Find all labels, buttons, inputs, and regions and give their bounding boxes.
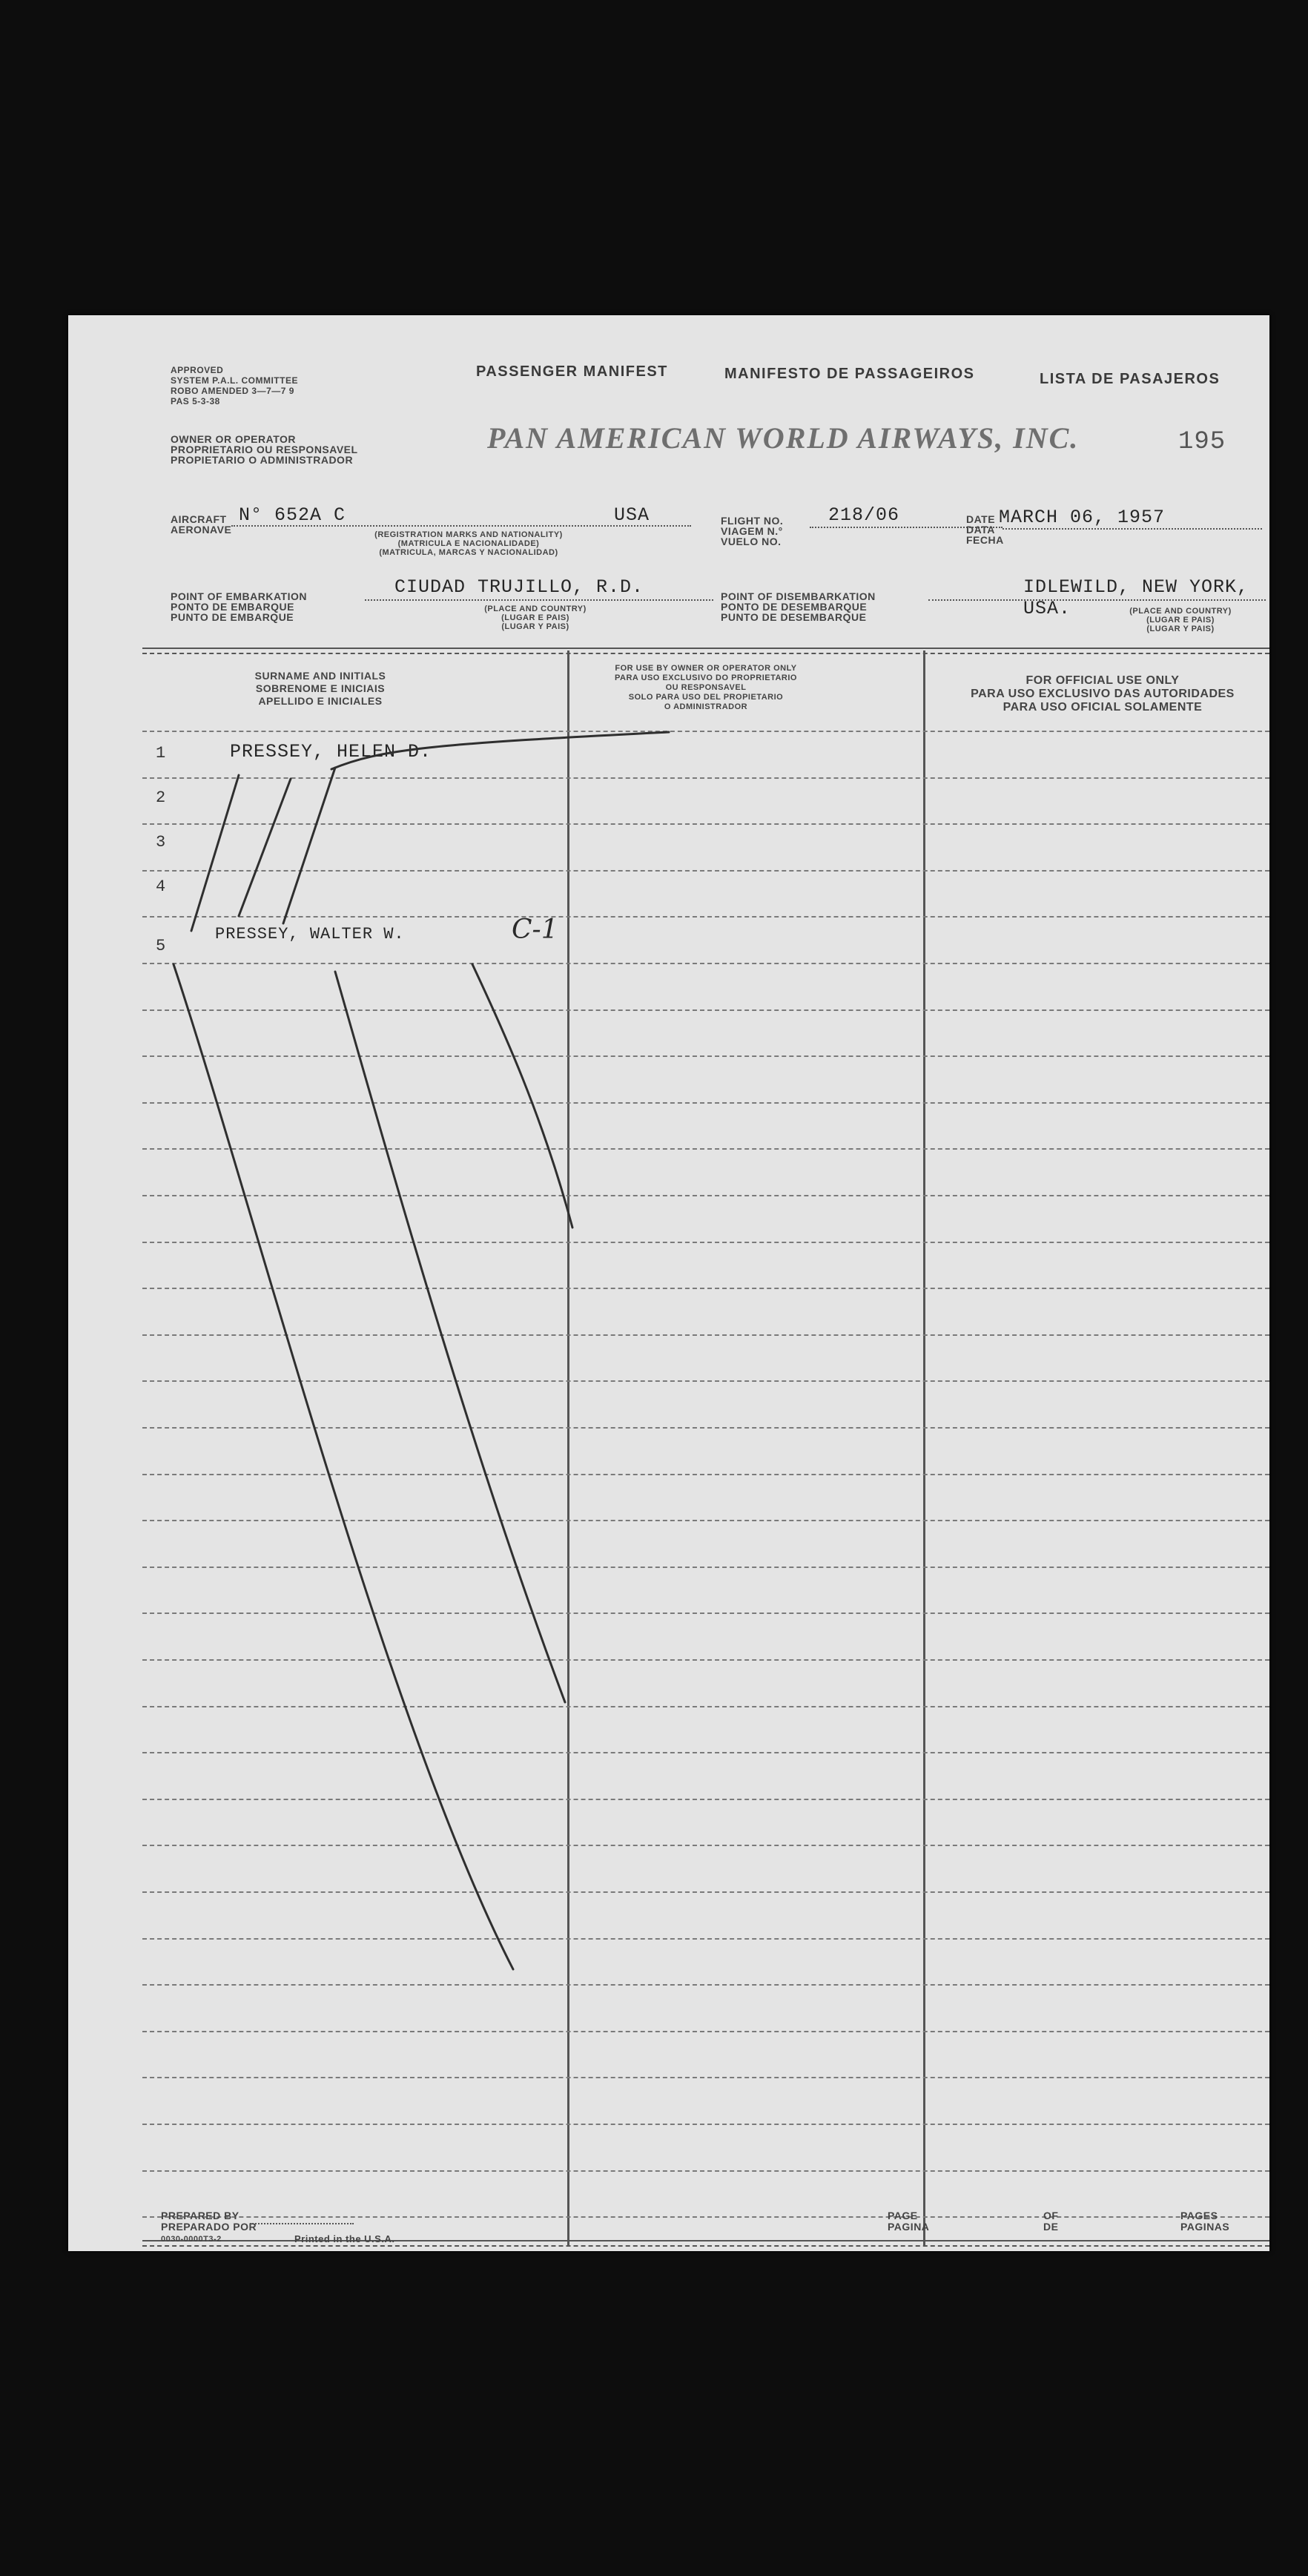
embarkation-sublabel: (LUGAR Y PAIS): [501, 622, 569, 631]
column-header-line: FOR USE BY OWNER OR OPERATOR ONLY: [615, 664, 797, 673]
pages-label: PAGINAS: [1180, 2221, 1230, 2233]
pen-stroke: [472, 964, 572, 1228]
footer-prepared: [161, 2210, 257, 2233]
manifest-sheet: [68, 315, 1269, 2251]
title-spanish: LISTA DE PASAJEROS: [1040, 371, 1221, 387]
embarkation-sublabel: (LUGAR E PAIS): [501, 613, 569, 622]
disembarkation-sublabel: (LUGAR Y PAIS): [1146, 625, 1215, 633]
approval-line: APPROVED: [171, 365, 224, 375]
row-number: 5: [156, 937, 166, 955]
owner-label: PROPRIETARIO OU RESPONSAVEL: [171, 444, 358, 455]
embarkation-label: PONTO DE EMBARQUE: [171, 601, 294, 613]
prepared-label: PREPARADO POR: [161, 2221, 257, 2233]
printed-note: Printed in the U.S.A.: [294, 2233, 395, 2244]
date-label: FECHA: [966, 534, 1004, 546]
page-label: PAGINA: [888, 2221, 930, 2233]
flight-label: VIAGEM N.°: [721, 525, 783, 537]
disembarkation-point: IDLEWILD, NEW YORK, USA.: [1023, 576, 1249, 619]
date-label: DATE: [966, 513, 996, 525]
passenger-name: PRESSEY, WALTER W.: [215, 925, 405, 943]
aircraft-label: AIRCRAFT: [171, 513, 227, 525]
pen-stroke: [191, 775, 239, 931]
column-header-line: PARA USO EXCLUSIVO DAS AUTORIDADES: [971, 688, 1235, 700]
aircraft-sublabel: (REGISTRATION MARKS AND NATIONALITY): [374, 530, 563, 539]
row-number: 4: [156, 877, 166, 896]
disembarkation-label: PUNTO DE DESEMBARQUE: [721, 611, 867, 623]
disembarkation-label: PONTO DE DESEMBARQUE: [721, 601, 868, 613]
handwritten-mark: C-1: [512, 915, 558, 945]
footer-pages: [1180, 2210, 1229, 2233]
row-number: 3: [156, 833, 166, 851]
column-header-line: SURNAME AND INITIALS: [254, 670, 386, 682]
title-portuguese: MANIFESTO DE PASSAGEIROS: [724, 366, 975, 382]
column-header-line: PARA USO EXCLUSIVO DO PROPRIETARIO: [615, 673, 797, 682]
disembarkation-label: POINT OF DISEMBARKATION: [721, 590, 876, 602]
flight-label: FLIGHT NO.: [721, 515, 784, 527]
form-number: 0030-0000T3-2: [161, 2235, 222, 2244]
aircraft-sublabel: (MATRICULA E NACIONALIDADE): [397, 539, 540, 548]
aircraft-nationality: USA: [614, 504, 650, 526]
passenger-name: PRESSEY, HELEN D.: [230, 741, 432, 762]
embarkation-label: PUNTO DE EMBARQUE: [171, 611, 294, 623]
footer-page: [888, 2210, 929, 2233]
pen-stroke: [239, 779, 291, 916]
airline-name: PAN AMERICAN WORLD AIRWAYS, INC.: [487, 421, 1080, 455]
pages-label: PAGES: [1180, 2210, 1218, 2221]
column-header-line: PARA USO OFICIAL SOLAMENTE: [1003, 701, 1203, 714]
row-number: 2: [156, 788, 166, 807]
owner-label: PROPIETARIO O ADMINISTRADOR: [171, 454, 354, 466]
flight-date: MARCH 06, 1957: [999, 507, 1166, 528]
pen-stroke: [283, 768, 335, 923]
approval-line: PAS 5-3-38: [171, 396, 220, 406]
pen-stroke: [331, 732, 669, 769]
flight-label: VUELO NO.: [721, 536, 782, 547]
date-label: DATA: [966, 524, 995, 536]
title-english: PASSENGER MANIFEST: [476, 363, 668, 380]
approval-line: SYSTEM P.A.L. COMMITTEE: [171, 375, 298, 386]
handwritten-strokes: [68, 315, 1269, 2251]
embarkation-label: POINT OF EMBARKATION: [171, 590, 307, 602]
aircraft-sublabel: (MATRICULA, MARCAS Y NACIONALIDAD): [379, 548, 558, 557]
pen-stroke: [335, 972, 565, 1702]
pen-stroke: [174, 964, 513, 1969]
column-header-line: SOBRENOME E INICIAIS: [255, 682, 386, 694]
aircraft-label: AERONAVE: [171, 524, 232, 536]
prepared-underline: [250, 2223, 354, 2224]
of-label: DE: [1043, 2221, 1059, 2233]
column-header-line: FOR OFFICIAL USE ONLY: [1025, 674, 1180, 687]
aircraft-registration: N° 652A C: [239, 504, 346, 526]
page-label: PAGE: [888, 2210, 918, 2221]
owner-label: OWNER OR OPERATOR: [171, 433, 296, 445]
row-number: 1: [156, 744, 166, 762]
of-label: OF: [1043, 2210, 1059, 2221]
disembarkation-sublabel: (LUGAR E PAIS): [1146, 616, 1215, 625]
column-header-line: OU RESPONSAVEL: [665, 683, 747, 692]
flight-number: 218/06: [828, 504, 900, 526]
footer-of: [1043, 2210, 1058, 2233]
column-header-line: APELLIDO E INICIALES: [258, 695, 383, 707]
column-header-line: O ADMINISTRADOR: [664, 702, 748, 711]
prepared-label: PREPARED BY: [161, 2210, 240, 2221]
approval-line: ROBO AMENDED 3—7—7 9: [171, 386, 294, 396]
disembarkation-sublabel: (PLACE AND COUNTRY): [1129, 607, 1232, 616]
column-header-line: SOLO PARA USO DEL PROPIETARIO: [628, 693, 784, 702]
page-number-stamp: 195: [1178, 428, 1226, 456]
embarkation-point: CIUDAD TRUJILLO, R.D.: [394, 576, 644, 598]
embarkation-sublabel: (PLACE AND COUNTRY): [484, 605, 587, 613]
